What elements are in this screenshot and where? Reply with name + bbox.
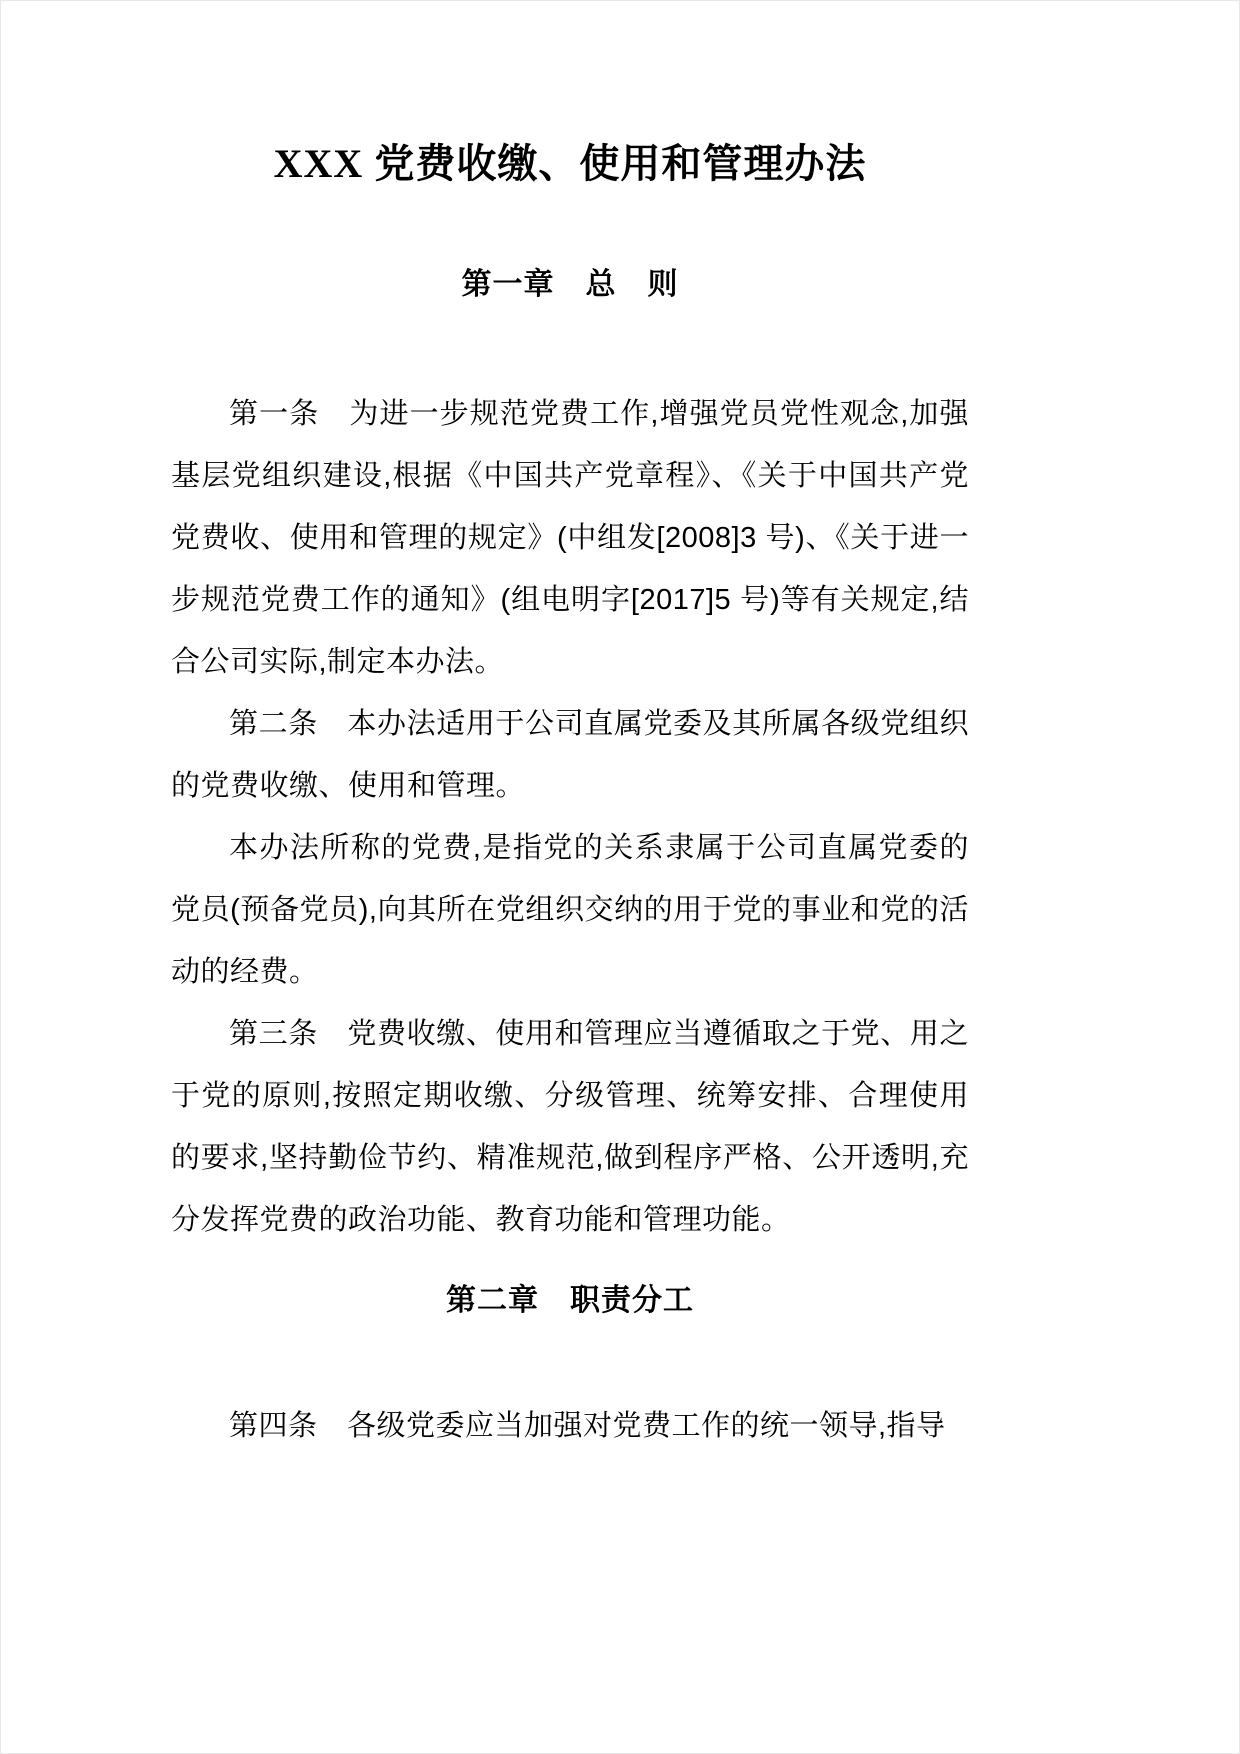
paragraph-article-2: 第二条 本办法适用于公司直属党委及其所属各级党组织的党费收缴、使用和管理。 [171, 708, 969, 802]
document-title: XXX 党费收缴、使用和管理办法 [273, 141, 867, 186]
paragraph-article-3: 第三条 党费收缴、使用和管理应当遵循取之于党、用之于党的原则,按照定期收缴、分级管理、统筹安排、合理使用的要求,坚持勤俭节约、精准规范,做到程序严格、公开透明,充分发挥党费的政治功能、教育功能和管理功能。 [171, 1018, 969, 1236]
chapter-heading-general-provisions: 第一章 总 则 [461, 268, 679, 301]
paragraph-article-4: 第四条 各级党委应当加强对党费工作的统一领导,指导 [229, 1410, 946, 1442]
chapter-heading-responsibilities: 第二章 职责分工 [446, 1284, 694, 1317]
paragraph-article-1: 第一条 为进一步规范党费工作,增强党员党性观念,加强基层党组织建设,根据《中国共产党章程》、《关于中国共产党党费收、使用和管理的规定》(中组发[2008]3 号)、《关于进一步规范党费工作的通知》(组电明字[2017]5 号)等有关规定,结合公司实际,制定本办法。 [171, 398, 969, 678]
paragraph-dues-definition: 本办法所称的党费,是指党的关系隶属于公司直属党委的党员(预备党员),向其所在党组织交纳的用于党的事业和党的活动的经费。 [171, 832, 969, 988]
